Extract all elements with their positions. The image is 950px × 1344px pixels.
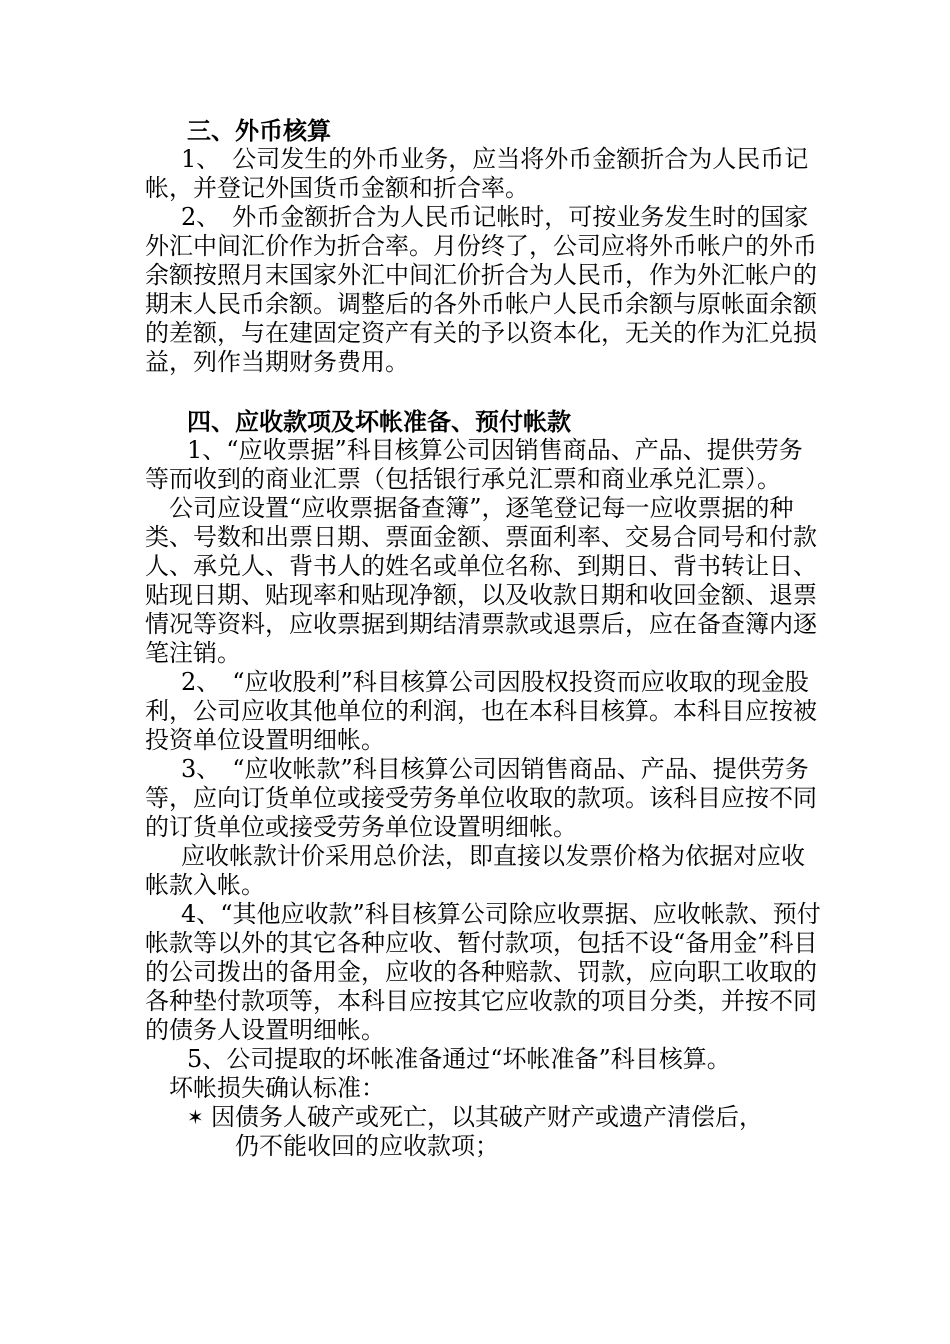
bullet-text-line: 因债务人破产或死亡，以其破产财产或遗产清偿后，: [211, 1103, 763, 1131]
spacer: [145, 377, 825, 407]
paragraph: 4、“其他应收款”科目核算公司除应收票据、应收帐款、预付帐款等以外的其它各种应收、暂付款项，包括不设“备用金”科目的公司拨出的备用金，应收的各种赔款、罚款，应向职工收取的各种垫付款项等，本科目应按其它应收款的项目分类，并按不同的债务人设置明细帐。: [145, 900, 821, 1044]
bullet-text-line: 仍不能收回的应收款项；: [235, 1132, 499, 1160]
paragraph: 坏帐损失确认标准：: [169, 1074, 385, 1102]
paragraph: 应收帐款计价采用总价法，即直接以发票价格为依据对应收帐款入帐。: [145, 842, 805, 899]
paragraph: 2、 外币金额折合为人民币记帐时，可按业务发生时的国家外汇中间汇价作为折合率。月份终了，公司应将外币帐户的外币余额按照月末国家外汇中间汇价折合为人民币，作为外汇帐户的期末人民币余额。调整后的各外币帐户人民币余额与原帐面余额的差额，与在建固定资产有关的予以资本化，无关的作为汇兑损益，列作当期财务费用。: [145, 203, 817, 376]
paragraph: 3、 “应收帐款”科目核算公司因销售商品、产品、提供劳务等，应向订货单位或接受劳务单位收取的款项。该科目应按不同的订货单位或接受劳务单位设置明细帐。: [145, 755, 817, 841]
paragraph: 公司应设置“应收票据备查簿”，逐笔登记每一应收票据的种类、号数和出票日期、票面金额、票面利率、交易合同号和付款人、承兑人、背书人的姓名或单位名称、到期日、背书转让日、贴现日期、贴现率和贴现净额，以及收款日期和收回金额、退票情况等资料，应收票据到期结清票款或退票后，应在备查簿内逐笔注销。: [145, 494, 817, 667]
paragraph: 1、“应收票据”科目核算公司因销售商品、产品、提供劳务等而收到的商业汇票（包括银行承兑汇票和商业承兑汇票）。: [145, 436, 803, 493]
paragraph: 2、 “应收股利”科目核算公司因股权投资而应收取的现金股利，公司应收其他单位的利润，也在本科目核算。本科目应按被投资单位设置明细帐。: [145, 668, 817, 754]
document-body: [145, 116, 825, 1161]
bullet-item: [145, 1103, 825, 1161]
paragraph: 1、 公司发生的外币业务，应当将外币金额折合为人民币记帐，并登记外国货币金额和折合率。: [145, 145, 809, 202]
paragraph: 5、公司提取的坏帐准备通过“坏帐准备”科目核算。: [187, 1045, 731, 1073]
section-heading-foreign-currency: 三、外币核算: [187, 116, 331, 145]
bullet-text: [211, 1103, 825, 1161]
star-bullet-icon: ✶: [187, 1105, 204, 1129]
section-heading-receivables: 四、应收款项及坏帐准备、预付帐款: [187, 407, 571, 436]
